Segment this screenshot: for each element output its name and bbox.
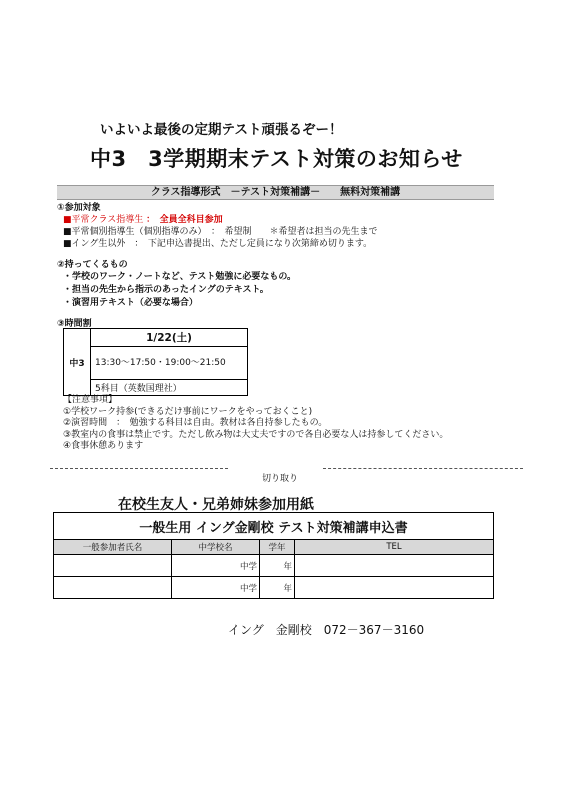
note-item: ④食事休憩あります (63, 441, 144, 451)
bring-item: ・演習用テキスト（必要な場合） (63, 298, 198, 308)
form-title: 一般生用 イング金剛校 テスト対策補講申込書 (54, 513, 494, 540)
name-cell[interactable] (54, 555, 172, 577)
notes-heading: 【注意事項】 (63, 395, 118, 405)
contact-info: イング 金剛校 072－367－3160 (228, 623, 425, 637)
form-heading: 在校生友人・兄弟姉妹参加用紙 (118, 497, 314, 513)
schedule-time: 13:30～17:50・19:00～21:50 (91, 347, 248, 380)
notes (63, 395, 448, 453)
note-item: ①学校ワーク持参(できるだけ事前にワークをやっておくこと) (63, 406, 313, 417)
subtitle: いよいよ最後の定期テスト頑張るぞー！ (100, 122, 343, 138)
tel-cell[interactable] (295, 555, 494, 577)
table-row (54, 555, 494, 577)
cut-line-right (323, 468, 523, 469)
grade-cell[interactable]: 年 (260, 577, 295, 599)
header-name: 一般参加者氏名 (54, 540, 172, 555)
note-item: ②演習時間 ： 勉強する科目は自由。教材は各自持参したもの。 (63, 418, 328, 428)
schedule-grade: 中3 (64, 329, 91, 396)
tel-cell[interactable] (295, 577, 494, 599)
cut-line-left (50, 468, 228, 469)
section-bring-heading: ②持ってくるもの (57, 260, 128, 270)
schedule-date: 1/22(土) (91, 329, 248, 347)
section-participants-heading: ①参加対象 (57, 203, 101, 213)
note-item: ③教室内の食事は禁止です。ただし飲み物は大丈夫ですので各自必要な人は持参してください。 (63, 429, 449, 440)
all-subjects-label: ： 全員全科目参加 (146, 215, 223, 225)
page-title: 中3 3学期期末テスト対策のお知らせ (90, 147, 463, 171)
participants-line-3: ■イング生以外 ： 下記申込書提出、ただし定員になり次第締め切ります。 (63, 239, 373, 249)
header-school: 中学校名 (172, 540, 260, 555)
participants-line-2: ■平常個別指導生（個別指導のみ） ： 希望制 ＊希望者は担当の先生まで (63, 227, 378, 237)
header-tel: TEL (295, 540, 494, 555)
school-cell[interactable]: 中学 (172, 577, 260, 599)
schedule-table (63, 328, 248, 396)
table-row (54, 577, 494, 599)
name-cell[interactable] (54, 577, 172, 599)
section-schedule-heading: ③時間割 (57, 319, 92, 329)
application-form (53, 512, 494, 599)
header-grade: 学年 (260, 540, 295, 555)
grade-cell[interactable]: 年 (260, 555, 295, 577)
regular-class-label: ■平常クラス指導生 (63, 215, 144, 225)
bring-item: ・担当の先生から指示のあったイングのテキスト。 (63, 285, 269, 295)
school-cell[interactable]: 中学 (172, 555, 260, 577)
bring-item: ・学校のワーク・ノートなど、テスト勉強に必要なもの。 (63, 272, 297, 282)
cut-label: 切り取り (262, 474, 299, 484)
banner: クラス指導形式 －テスト対策補講－ 無料対策補講 (57, 185, 494, 200)
schedule-subjects: 5科目（英数国理社） (91, 380, 248, 396)
